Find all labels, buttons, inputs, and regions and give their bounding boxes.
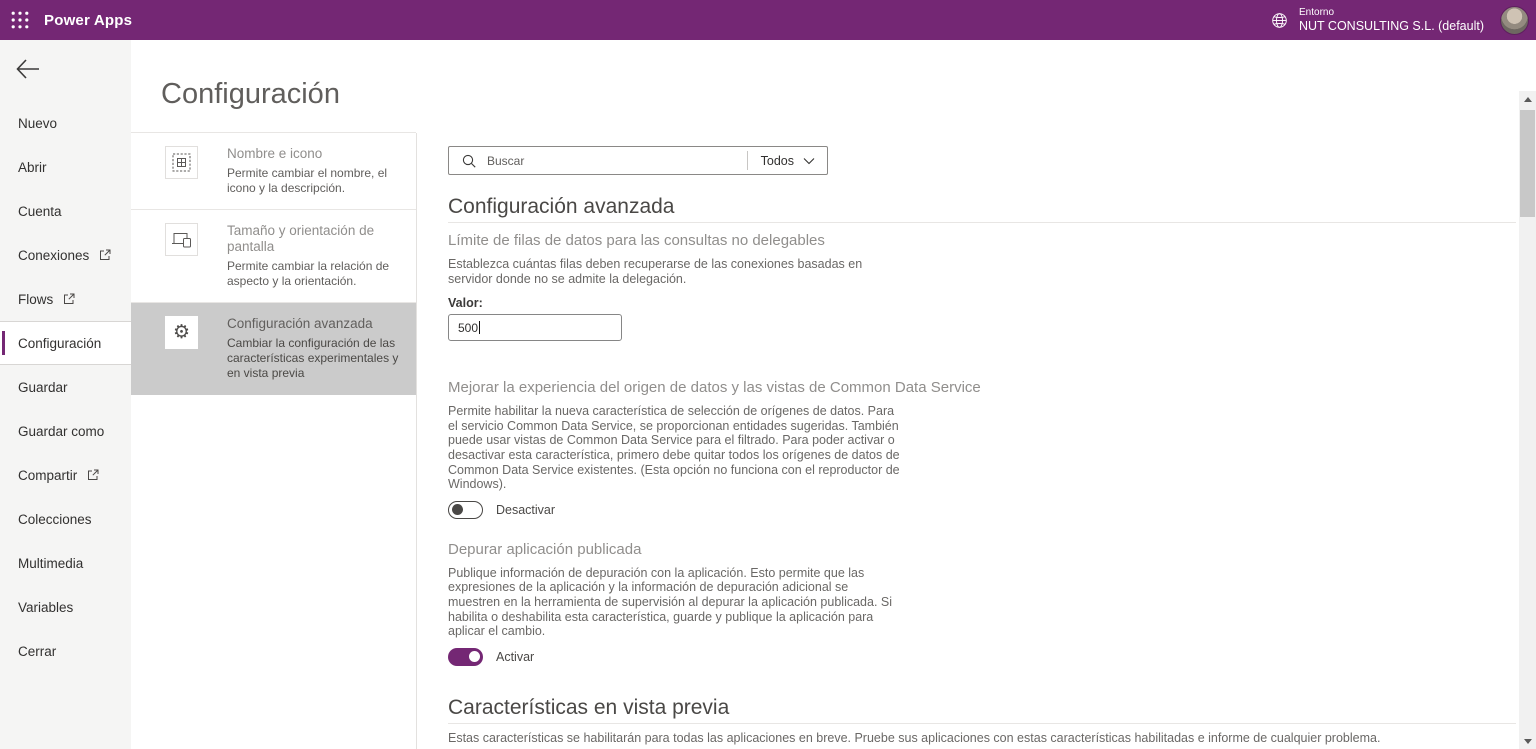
- search-icon: [462, 154, 476, 168]
- debug-published-title: Depurar aplicación publicada: [448, 540, 642, 558]
- sidebar-item-compartir[interactable]: [0, 453, 131, 497]
- external-link-icon: [63, 293, 75, 305]
- cds-toggle-row: [448, 501, 1516, 519]
- avatar[interactable]: [1500, 6, 1529, 35]
- section-heading-advanced: Configuración avanzada: [448, 196, 1516, 223]
- toggle-knob: [452, 504, 463, 515]
- sidebar-nav: [0, 101, 131, 673]
- down-triangle-icon: [1524, 739, 1532, 744]
- sidebar-item-label: Compartir: [18, 467, 78, 483]
- debug-published-toggle[interactable]: [448, 648, 483, 666]
- back-arrow-icon: [15, 58, 41, 80]
- sidebar-item-abrir[interactable]: [0, 145, 131, 189]
- setting-item-description: Permite cambiar el nombre, el icono y la descripción.: [227, 166, 388, 195]
- gear-glyph: ⚙: [172, 321, 191, 343]
- sidebar-item-cuenta[interactable]: [0, 189, 131, 233]
- rows-limit-title: Límite de filas de datos para las consultas no delegables: [448, 232, 825, 249]
- text-cursor: [479, 321, 480, 334]
- environment-name: NUT CONSULTING S.L. (default): [1299, 18, 1484, 33]
- environment-picker[interactable]: [1271, 7, 1484, 34]
- devices-icon: [165, 223, 198, 256]
- cds-experience-description: Permite habilitar la nueva característica de selección de orígenes de datos. Para el servicio Common Data Service, se proporcionan entidades sugeridas. También puede usar vistas de Common Data Service para el filtrado. Para poder activar o desactivar esta característica, primero debe quitar todos los orígenes de datos de Common Data Service existentes. (Esta opción no funciona con el reproductor de Windows).: [448, 404, 900, 492]
- external-link-icon: [99, 249, 111, 261]
- sidebar-item-flows[interactable]: [0, 277, 131, 321]
- top-app-bar: [0, 0, 1536, 40]
- settings-category-panel: [131, 40, 416, 749]
- scrollbar-thumb[interactable]: [1520, 110, 1535, 217]
- external-link-icon: [87, 469, 99, 481]
- sidebar-item-cerrar[interactable]: [0, 629, 131, 673]
- setting-item-text: [227, 316, 408, 381]
- sidebar-item-label: Cerrar: [18, 643, 57, 659]
- sidebar-item-label: Variables: [18, 599, 74, 615]
- sidebar-item-label: Conexiones: [18, 247, 90, 263]
- setting-item-title: Nombre e icono: [227, 146, 323, 161]
- search-filter-label: Todos: [760, 153, 794, 168]
- rows-limit-description: Establezca cuántas filas deben recuperarse de las conexiones basadas en servidor donde no se admite la delegación.: [448, 257, 863, 286]
- value-input[interactable]: [448, 314, 622, 341]
- preview-section-description: Estas características se habilitarán para todas las aplicaciones en breve. Pruebe sus aplicaciones con estas características habilitadas e informe de cualquier problema.: [448, 730, 1381, 745]
- sidebar-item-label: Guardar: [18, 379, 68, 395]
- setting-item-description: Permite cambiar la relación de aspecto y la orientación.: [227, 259, 390, 288]
- setting-item-nombre-e-icono[interactable]: [131, 133, 416, 210]
- gear-icon: [165, 316, 198, 349]
- sidebar-item-label: Abrir: [18, 159, 47, 175]
- debug-toggle-row: [448, 648, 1516, 666]
- waffle-dots: [11, 11, 29, 29]
- setting-item-text: [227, 223, 408, 289]
- debug-published-description: Publique información de depuración con la aplicación. Esto permite que las expresiones de la aplicación y la información de depuración adicional se muestren en la herramienta de supervisión al depurar la aplicación publicada. Si habilita o deshabilita esta característica, guarde y publique la aplicación para aplicar el cambio.: [448, 565, 893, 639]
- sidebar-item-conexiones[interactable]: [0, 233, 131, 277]
- sidebar-item-label: Multimedia: [18, 555, 84, 571]
- setting-item-text: [227, 146, 408, 196]
- setting-item-title: Configuración avanzada: [227, 316, 373, 331]
- scrollbar[interactable]: [1519, 91, 1536, 749]
- search-input[interactable]: [485, 147, 747, 174]
- setting-item-tamano-orientacion[interactable]: [131, 210, 416, 303]
- sidebar-item-label: Cuenta: [18, 203, 62, 219]
- setting-item-description: Cambiar la configuración de las características experimentales y en vista previa: [227, 336, 399, 380]
- settings-category-list: [131, 132, 416, 395]
- scrollbar-down-arrow[interactable]: [1519, 733, 1536, 749]
- sidebar-item-guardar[interactable]: [0, 365, 131, 409]
- page-title: Configuración: [161, 78, 340, 110]
- sidebar-item-label: Nuevo: [18, 115, 58, 131]
- scrollbar-up-arrow[interactable]: [1519, 91, 1536, 107]
- setting-item-title: Tamaño y orientación de pantalla: [227, 223, 375, 254]
- search-box[interactable]: [448, 146, 828, 175]
- app-grid-icon: [165, 146, 198, 179]
- value-label: Valor:: [448, 296, 483, 311]
- section-heading-preview: Características en vista previa: [448, 697, 1516, 724]
- chevron-down-icon: [803, 157, 815, 165]
- environment-globe-icon: [1271, 12, 1288, 29]
- waffle-icon[interactable]: [0, 0, 40, 40]
- search-row: [448, 146, 1516, 175]
- sidebar-item-label: Colecciones: [18, 511, 92, 527]
- cds-experience-title: Mejorar la experiencia del origen de datos y las vistas de Common Data Service: [448, 379, 981, 397]
- environment-text: [1299, 7, 1484, 34]
- environment-label: Entorno: [1299, 6, 1335, 18]
- debug-toggle-label: Activar: [496, 649, 535, 664]
- sidebar-item-nuevo[interactable]: [0, 101, 131, 145]
- sidebar-item-label: Configuración: [18, 335, 102, 351]
- back-button[interactable]: [15, 57, 45, 81]
- cds-toggle-label: Desactivar: [496, 502, 556, 517]
- sidebar-item-variables[interactable]: [0, 585, 131, 629]
- sidebar-item-configuracion[interactable]: [0, 321, 131, 365]
- sidebar-item-label: Guardar como: [18, 423, 105, 439]
- cds-experience-toggle[interactable]: [448, 501, 483, 519]
- sidebar-item-multimedia[interactable]: [0, 541, 131, 585]
- backstage-sidebar: [0, 40, 131, 749]
- app-title: Power Apps: [44, 11, 133, 29]
- value-input-text: 500: [458, 320, 479, 335]
- sidebar-item-label: Flows: [18, 291, 54, 307]
- up-triangle-icon: [1524, 97, 1532, 102]
- sidebar-item-guardar-como[interactable]: [0, 409, 131, 453]
- setting-item-configuracion-avanzada[interactable]: [131, 303, 416, 395]
- sidebar-item-colecciones[interactable]: [0, 497, 131, 541]
- toggle-knob: [469, 651, 480, 662]
- settings-detail-panel: [417, 40, 1536, 749]
- search-filter-dropdown[interactable]: [747, 147, 827, 174]
